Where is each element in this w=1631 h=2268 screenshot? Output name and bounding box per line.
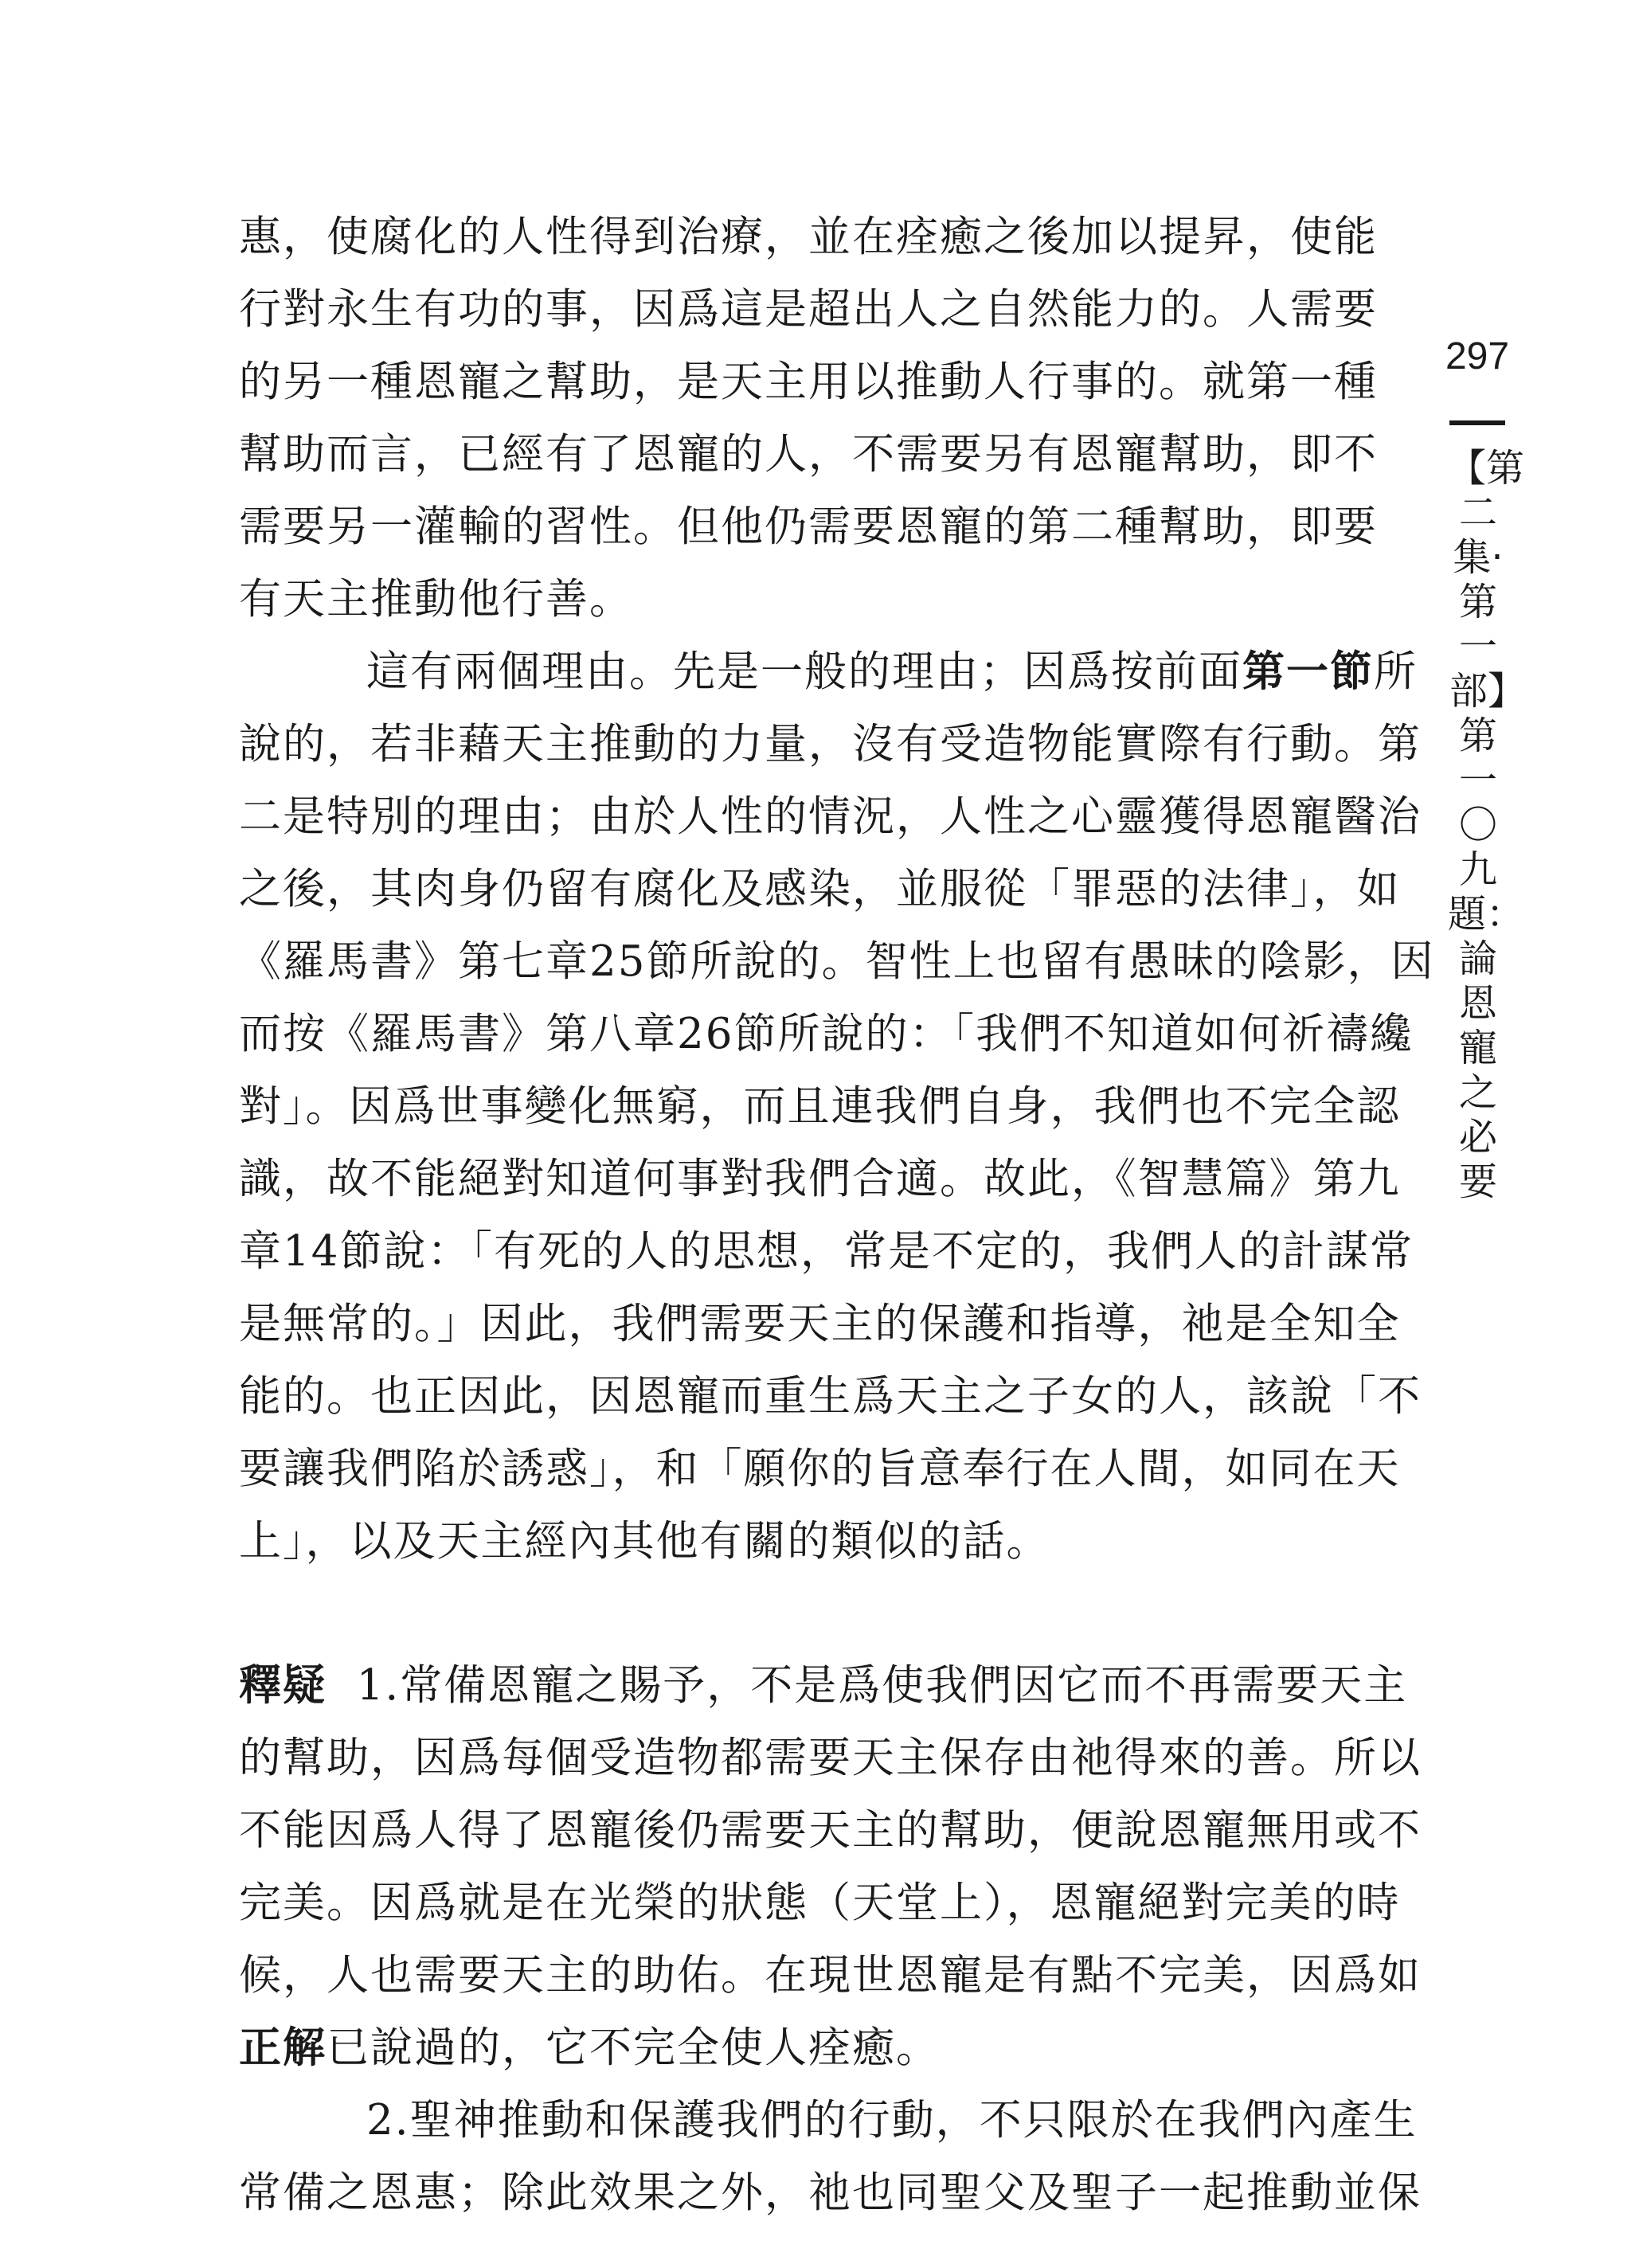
paragraph-2 xyxy=(239,635,1435,1578)
text-line: 幫助而言，已經有了恩寵的人，不需要另有恩寵幫助，即不 xyxy=(239,430,1378,479)
text-line: 章14節說：「有死的人的思想，常是不定的，我們人的計謀常 xyxy=(239,1227,1414,1276)
text-line: 有天主推動他行善。 xyxy=(239,575,633,624)
page-number: 297 xyxy=(1445,335,1510,377)
text-line: 識，故不能絕對知道何事對我們合適。故此，《智慧篇》第九 xyxy=(239,1155,1401,1203)
text-line: 常備之恩惠；除此效果之外，祂也同聖父及聖子一起推動並保 xyxy=(239,2168,1422,2217)
text-segment: 所 xyxy=(1374,647,1418,696)
text-segment: 1.常備恩寵之賜予，不是爲使我們因它而不再需要天主 xyxy=(356,1661,1408,1710)
text-line: 《羅馬書》第七章25節所說的。智性上也留有愚昧的陰影，因 xyxy=(239,937,1435,986)
text-line: 候，人也需要天主的助佑。在現世恩寵是有點不完美，因爲如 xyxy=(239,1951,1422,2000)
header-rule xyxy=(1449,420,1505,425)
text-line: 需要另一灌輸的習性。但他仍需要恩寵的第二種幫助，即要 xyxy=(239,502,1378,551)
text-line: 行對永生有功的事，因爲這是超出人之自然能力的。人需要 xyxy=(239,285,1378,334)
text-line: 完美。因爲就是在光榮的狀態（天堂上），恩寵絕對完美的時 xyxy=(239,1879,1401,1927)
text-line: 能的。也正因此，因恩寵而重生爲天主之子女的人，該說「不 xyxy=(239,1372,1422,1421)
text-line xyxy=(239,1649,1408,1722)
running-head: 【第二集·第一部】第一〇九題：論恩寵之必要 xyxy=(1448,446,1525,1204)
text-line: 2.聖神推動和保護我們的行動，不只限於在我們內產生 xyxy=(366,2096,1418,2145)
text-line: 說的，若非藉天主推動的力量，沒有受造物能實際有行動。第 xyxy=(239,720,1422,768)
text-line: 惠，使腐化的人性得到治療，並在痊癒之後加以提昇，使能 xyxy=(239,213,1378,261)
paragraph-4 xyxy=(239,2084,1422,2229)
text-line: 對」。因爲世事變化無窮，而且連我們自身，我們也不完全認 xyxy=(239,1082,1401,1131)
text-line: 不能因爲人得了恩寵後仍需要天主的幫助，便說恩寵無用或不 xyxy=(239,1806,1422,1855)
text-line: 是無常的。」因此，我們需要天主的保護和指導，祂是全知全 xyxy=(239,1300,1401,1348)
text-line: 要讓我們陷於誘惑」，和「願你的旨意奉行在人間，如同在天 xyxy=(239,1445,1401,1493)
section-reference: 正解 xyxy=(239,2023,327,2072)
body-text xyxy=(239,201,1435,2229)
section-reference: 第一節 xyxy=(1242,647,1374,696)
paragraph-1 xyxy=(239,201,1402,635)
text-line xyxy=(239,635,1418,708)
paragraph-3 xyxy=(239,1649,1422,2084)
text-line: 的另一種恩寵之幫助，是天主用以推動人行事的。就第一種 xyxy=(239,358,1378,406)
text-line xyxy=(239,2012,1402,2084)
text-line: 二是特別的理由；由於人性的情況，人性之心靈獲得恩寵醫治 xyxy=(239,792,1422,841)
text-line: 之後，其肉身仍留有腐化及感染，並服從「罪惡的法律」，如 xyxy=(239,865,1401,913)
text-line: 上」，以及天主經內其他有關的類似的話。 xyxy=(239,1517,1050,1566)
text-line: 而按《羅馬書》第八章26節所說的：「我們不知道如何祈禱纔 xyxy=(239,1010,1414,1058)
text-line: 的幫助，因爲每個受造物都需要天主保存由祂得來的善。所以 xyxy=(239,1734,1422,1782)
reply-label: 釋疑 xyxy=(239,1660,327,1710)
paragraph-gap xyxy=(239,1578,1402,1649)
text-segment: 這有兩個理由。先是一般的理由；因爲按前面 xyxy=(366,647,1242,696)
text-segment: 已說過的，它不完全使人痊癒。 xyxy=(327,2024,940,2072)
